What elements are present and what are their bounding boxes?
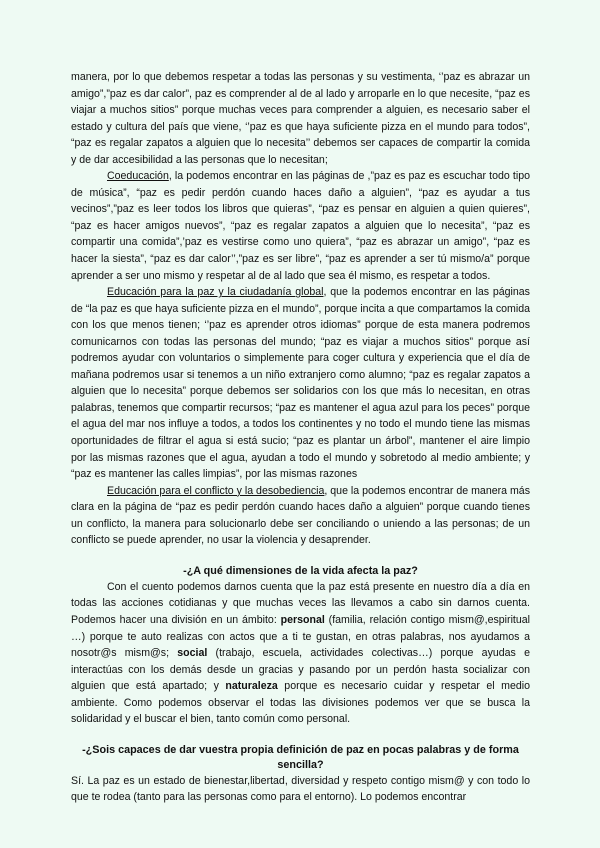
paragraph-educacion-paz bbox=[71, 284, 530, 483]
dimensions-text-c: (familia, relación contigo mism@,espiritual …) porque te auto realizas con actos que a ti te gustan, en otras palabras, nos ayudamos a nosotr@s mism@s; bbox=[71, 613, 530, 660]
document-body bbox=[71, 69, 530, 806]
paragraph-dimensions bbox=[71, 579, 530, 728]
paragraph-continuation: manera, por lo que debemos respetar a todas las personas y su vestimenta, ‘’paz es abrazar un amigo”,”paz es dar calor”, paz es comprender al de al lado y arroparle en lo que necesite, “paz es viajar a muchos sitios” porque muchas veces para comprender a alguien, es necesario saber el estado y cultura del país que viene, ‘’paz es que haya suficiente pizza en el mundo para todos”, “paz es regalar zapatos a alguien que lo necesita’’ debemos ser capaces de compartir la comida y de dar accesibilidad a las personas que lo necesitan; bbox=[71, 71, 530, 166]
educacion-paz-text: , que la podemos encontrar en las páginas de “la paz es que haya suficiente pizza en el mundo”, porque incita a que compartamos la comida con los que menos tienen; ‘’paz es aprender otros idiomas” porque de esta manera podremos comunicarnos con todas las personas del mundo; “paz es viajar a muchos sitios” porque así podremos ayudar con voluntarios o simplemente para coger cultura y experiencia que el día de mañana podremos usar si tenemos a un niño extranjero como alumno; “paz es regalar zapatos a alguien que lo necesita” porque debemos ser solidarios con los que más lo necesitan, en otras palabras, tenemos que compartir recursos; “paz es mantener el agua azul para los peces” porque el agua del mar nos influye a todos, a todos los continentes y no todo el mundo tiene las mismas oportunidades de filtrar el agua si está sucio; “paz es plantar un árbol”, mantener el aire limpio por las mismas razones que el agua, ayudan a todo el mundo y sobretodo al medio ambiente; y “paz es mantener las calles limpias”, por las mismas razones bbox=[71, 286, 530, 481]
question-definition-heading: -¿Sois capaces de dar vuestra propia definición de paz en pocas palabras y de forma sencilla? bbox=[82, 743, 519, 771]
educacion-conflicto-text: , que la podemos encontrar de manera más clara en la página de “paz es pedir perdón cuando haces daño a alguien” porque cuando tienes un conflicto, la manera para solucionarlo debe ser conciliando o uniendo a las personas; de un conflicto se puede aprender, no usar la violencia y desaprender. bbox=[71, 484, 530, 547]
dimension-naturaleza: naturaleza bbox=[225, 680, 278, 693]
educacion-paz-link[interactable]: Educación para la paz y la ciudadanía global bbox=[107, 286, 324, 299]
dimensions-text-d: (trabajo, escuela, actividades colectivas…) porque ayudas e interactúas con los demás desde un gracias y pasando por un perdón hasta socializar con alguien que está apartado; y bbox=[71, 647, 530, 693]
educacion-conflicto-link[interactable]: Educación para el conflicto y la desobediencia bbox=[107, 484, 325, 497]
dimension-personal: personal bbox=[280, 613, 325, 626]
paragraph-educacion-conflicto bbox=[71, 483, 530, 549]
coeducacion-text: , la podemos encontrar en las páginas de ,”paz es paz es escuchar todo tipo de música”, “paz es pedir perdón cuando haces daño a alguien”, “paz es ayudar a tus vecinos”,”paz es leer todos los libros que quieras”, “paz es pensar en alguien a quien quieres”, “paz es hacer amigos nuevos”, “paz es regalar zapatos a alguien que lo necesita”, “paz es compartir una comida”,’paz es vestirse como uno quiera”, “paz es abrazar un amigo”, “paz es hacer la siesta”, “paz es dar calor’’,”paz es ser libre”, “paz es aprender a ser tú mismo/a” porque aprender a ser uno mismo y respetar al de al lado que sea él mismo, es respetar a todos. bbox=[71, 170, 530, 282]
dimension-social: social bbox=[177, 647, 208, 660]
dimensions-text-e: porque es necesario cuidar y respetar el medio ambiente. Como podemos observar el todas las divisiones podemos ver que se busca la solidaridad y el buscar el bien, tanto común como personal. bbox=[71, 680, 530, 726]
coeducacion-link[interactable]: Coeducación bbox=[107, 170, 169, 183]
paragraph-definition: Sí. La paz es un estado de bienestar,libertad, diversidad y respeto contigo mism@ y con todo lo que te rodea (tanto para las personas como para el entorno). Lo podemos encontrar bbox=[71, 774, 530, 804]
question-dimensions-heading: -¿A qué dimensiones de la vida afecta la paz? bbox=[183, 564, 418, 577]
dimensions-text-a: Con el cuento podemos darnos cuenta que la paz está presente en nuestro día a día en todas las acciones cotidianas y que muchas veces las llevamos a cabo sin darnos cuenta. Podemos hacer una división en un ámbito: bbox=[71, 580, 530, 626]
paragraph-coeducacion bbox=[71, 168, 530, 284]
